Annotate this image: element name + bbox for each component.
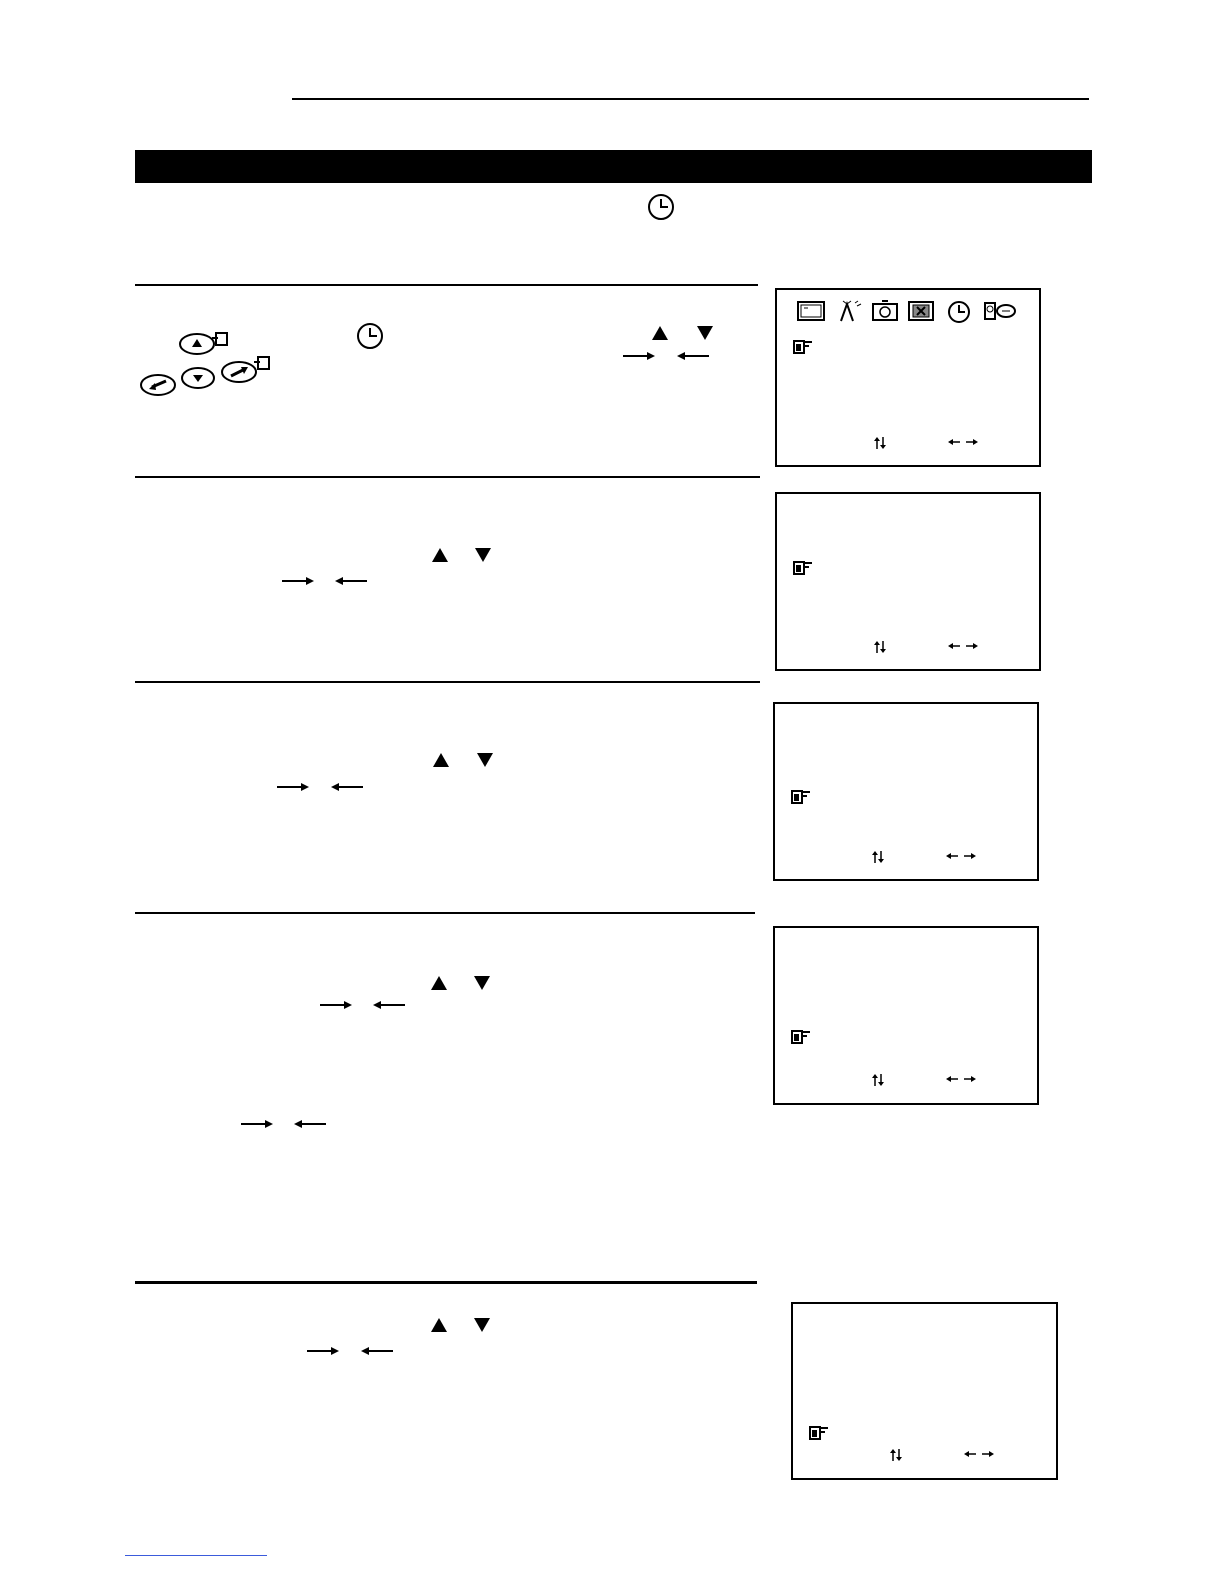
left-right-arrows-icon — [947, 641, 979, 651]
footer-link-underline[interactable] — [125, 1555, 267, 1556]
antenna-icon — [835, 300, 863, 322]
section-title-bar — [135, 150, 1092, 183]
left-right-arrows-icon — [945, 851, 977, 861]
pointing-hand-icon — [791, 788, 809, 804]
triangle-up-icon — [432, 752, 450, 768]
triangle-up-icon — [430, 975, 448, 991]
triangle-down-icon — [473, 1317, 491, 1333]
arrow-left-icon — [676, 350, 710, 362]
step-5-rule — [135, 1281, 757, 1284]
up-down-arrows-icon — [873, 436, 887, 450]
osd-screen-step-4 — [773, 926, 1039, 1105]
arrow-right-icon — [622, 350, 656, 362]
arrow-right-icon — [306, 1345, 340, 1357]
arrow-left-icon — [334, 575, 368, 587]
arrow-right-icon — [319, 999, 353, 1011]
pointing-hand-icon — [793, 559, 811, 575]
up-down-arrows-icon — [871, 1073, 885, 1087]
pointing-hand-icon — [793, 338, 811, 354]
triangle-up-icon — [431, 547, 449, 563]
sound-icon — [871, 300, 899, 322]
step-4-rule — [135, 912, 755, 914]
clock-icon — [947, 300, 975, 322]
feature-icon — [907, 300, 935, 322]
header-rule — [292, 98, 1089, 100]
picture-icon — [797, 300, 825, 322]
right-menu-button-icon — [220, 355, 272, 385]
up-menu-button-icon — [178, 330, 230, 356]
osd-screen-timer-menu — [775, 288, 1041, 467]
triangle-up-icon — [651, 325, 669, 341]
arrow-right-icon — [281, 575, 315, 587]
osd-screen-step-5 — [791, 1302, 1058, 1480]
triangle-up-icon — [430, 1317, 448, 1333]
clock-icon — [647, 193, 675, 221]
up-down-arrows-icon — [873, 640, 887, 654]
triangle-down-icon — [473, 975, 491, 991]
pointing-hand-icon — [809, 1424, 827, 1440]
up-down-arrows-icon — [889, 1448, 903, 1462]
arrow-left-icon — [293, 1118, 327, 1130]
arrow-left-icon — [360, 1345, 394, 1357]
step-1-rule — [135, 284, 758, 286]
left-right-arrows-icon — [945, 1074, 977, 1084]
language-icon — [983, 300, 1011, 322]
triangle-down-icon — [474, 547, 492, 563]
step-2-rule — [135, 476, 760, 478]
down-button-icon — [180, 365, 216, 391]
left-right-arrows-icon — [947, 437, 979, 447]
arrow-left-icon — [330, 781, 364, 793]
osd-screen-step-3 — [773, 702, 1039, 881]
arrow-left-icon — [372, 999, 406, 1011]
up-down-arrows-icon — [871, 850, 885, 864]
clock-icon — [356, 322, 384, 350]
left-button-icon — [138, 372, 178, 398]
arrow-right-icon — [276, 781, 310, 793]
pointing-hand-icon — [791, 1028, 809, 1044]
osd-screen-step-2 — [775, 492, 1041, 671]
arrow-right-icon — [240, 1118, 274, 1130]
triangle-down-icon — [696, 325, 714, 341]
triangle-down-icon — [476, 752, 494, 768]
left-right-arrows-icon — [963, 1449, 995, 1459]
step-3-rule — [135, 681, 760, 683]
